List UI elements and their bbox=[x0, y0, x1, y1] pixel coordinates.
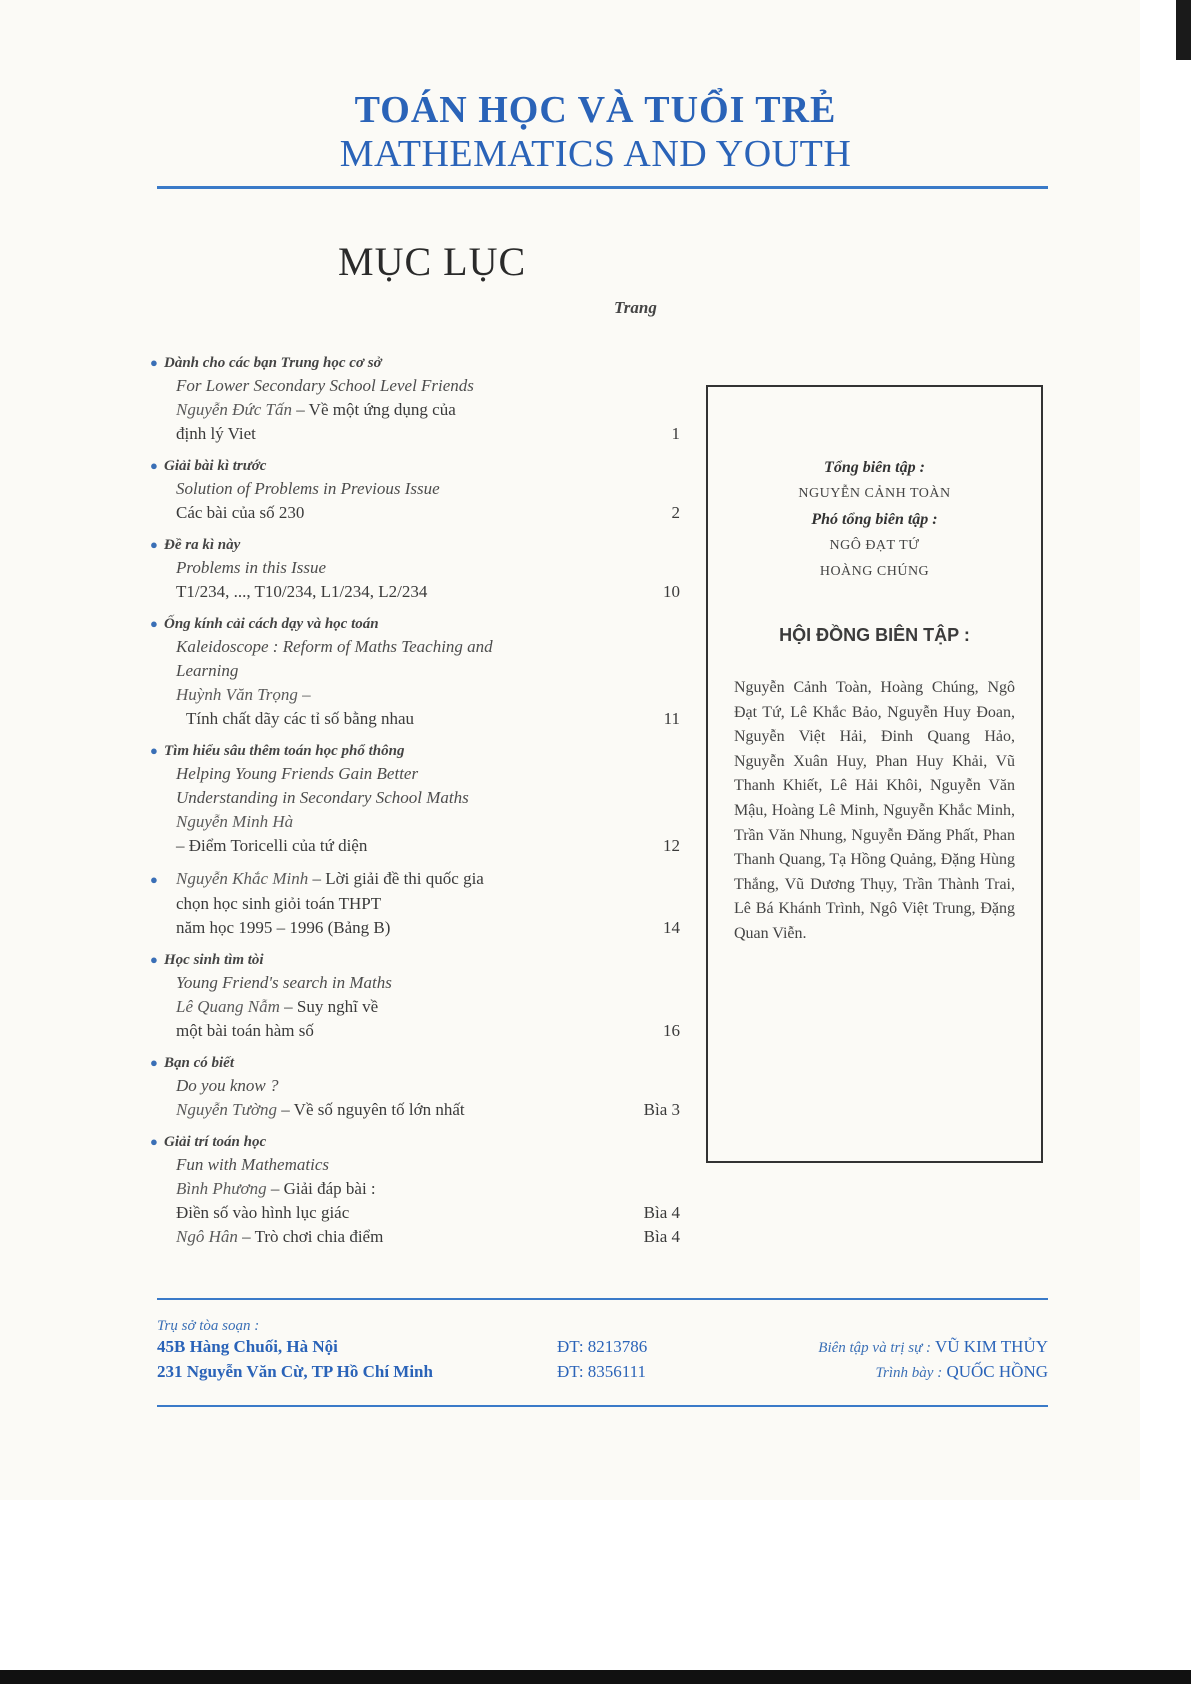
article-title: – Suy nghĩ về bbox=[279, 997, 379, 1016]
toc-entry[interactable] bbox=[150, 534, 680, 604]
masthead-title-vn: TOÁN HỌC VÀ TUỔI TRẺ bbox=[354, 89, 837, 131]
section-title-en-cont: Understanding in Secondary School Maths bbox=[176, 788, 469, 807]
toc-title: MỤC LỤC bbox=[338, 239, 527, 284]
article-author: Nguyễn Tường bbox=[176, 1100, 277, 1119]
deputy-editor-name: HOÀNG CHÚNG bbox=[819, 564, 930, 579]
page-number: 10 bbox=[663, 582, 680, 601]
bullet-icon: ● bbox=[150, 743, 158, 758]
staff-role-label: Biên tập và trị sự : bbox=[818, 1340, 932, 1356]
staff-name: QUỐC HỒNG bbox=[946, 1362, 1048, 1381]
bullet-icon: ● bbox=[150, 872, 158, 887]
page-number: 14 bbox=[663, 918, 680, 937]
staff-role-label: Trình bày : bbox=[875, 1365, 943, 1381]
page-number: 11 bbox=[663, 709, 680, 728]
masthead-divider bbox=[157, 186, 1048, 189]
toc-entry[interactable] bbox=[150, 949, 680, 1043]
editor-in-chief-label: Tổng biên tập : bbox=[824, 459, 925, 476]
article-title: – Trò chơi chia điểm bbox=[237, 1227, 384, 1246]
article-title-cont: năm học 1995 – 1996 (Bảng B) bbox=[176, 918, 391, 937]
page-number: Bìa 4 bbox=[643, 1227, 680, 1246]
editors-block bbox=[708, 455, 1041, 585]
article-title: Tính chất dãy các tỉ số bằng nhau bbox=[186, 709, 415, 728]
section-title: Tìm hiểu sâu thêm toán học phổ thông bbox=[164, 743, 405, 759]
office-address: 231 Nguyễn Văn Cừ, TP Hồ Chí Minh bbox=[157, 1362, 433, 1381]
section-title: Đề ra kì này bbox=[164, 537, 241, 553]
section-title-en: Problems in this Issue bbox=[176, 558, 327, 577]
scan-edge bbox=[1140, 0, 1191, 1684]
scan-bottom-edge bbox=[0, 1670, 1191, 1684]
section-title-en: For Lower Secondary School Level Friends bbox=[176, 376, 474, 395]
bullet-icon: ● bbox=[150, 1134, 158, 1149]
bullet-icon: ● bbox=[150, 1055, 158, 1070]
editor-in-chief-name: NGUYỄN CẢNH TOÀN bbox=[798, 486, 951, 501]
article-title-cont: Điền số vào hình lục giác bbox=[176, 1203, 350, 1222]
council-title: HỘI ĐỒNG BIÊN TẬP : bbox=[779, 625, 970, 645]
toc-entry[interactable] bbox=[150, 613, 680, 731]
article-author: Lê Quang Nẫm bbox=[176, 997, 280, 1016]
section-title-en: Do you know ? bbox=[176, 1076, 279, 1095]
article-title-cont: một bài toán hàm số bbox=[176, 1021, 314, 1040]
article-author: Huỳnh Văn Trọng – bbox=[176, 685, 311, 704]
toc-entry[interactable] bbox=[150, 1052, 680, 1122]
section-title: Giải bài kì trước bbox=[164, 458, 267, 474]
article-title: – Giải đáp bài : bbox=[266, 1179, 376, 1198]
deputy-editor-label: Phó tổng biên tập : bbox=[811, 511, 938, 528]
section-title: Giải trí toán học bbox=[164, 1134, 267, 1150]
section-title-en: Fun with Mathematics bbox=[176, 1155, 329, 1174]
toc-entry[interactable] bbox=[150, 352, 680, 446]
page-number: 1 bbox=[671, 424, 680, 443]
article-title: Các bài của số 230 bbox=[176, 503, 305, 522]
toc-entry[interactable] bbox=[150, 867, 680, 940]
article-author: Ngô Hân bbox=[176, 1227, 238, 1246]
page-column-label: Trang bbox=[614, 298, 657, 317]
footer-divider-top bbox=[157, 1298, 1048, 1300]
office-phone: ĐT: 8356111 bbox=[557, 1362, 647, 1381]
section-title-en: Solution of Problems in Previous Issue bbox=[176, 479, 440, 498]
article-author: Bình Phương bbox=[176, 1179, 267, 1198]
page-number: Bìa 4 bbox=[643, 1203, 680, 1222]
article-title: – Điểm Toricelli của tứ diện bbox=[176, 836, 368, 855]
section-title: Bạn có biết bbox=[164, 1055, 234, 1071]
toc-entry[interactable] bbox=[150, 1131, 680, 1249]
article-title-cont: định lý Viet bbox=[176, 424, 256, 443]
office-phone: ĐT: 8213786 bbox=[557, 1337, 648, 1356]
page-number: 12 bbox=[663, 836, 680, 855]
page-number: Bìa 3 bbox=[643, 1100, 680, 1119]
article-title: – Về số nguyên tố lớn nhất bbox=[276, 1100, 465, 1119]
footer bbox=[157, 1318, 1048, 1385]
bullet-icon: ● bbox=[150, 458, 158, 473]
article-title: – Lời giải đề thi quốc gia bbox=[308, 869, 484, 888]
footer-divider-bottom bbox=[157, 1405, 1048, 1407]
bullet-icon: ● bbox=[150, 952, 158, 967]
office-label: Trụ sở tòa soạn : bbox=[157, 1318, 260, 1334]
article-author: Nguyễn Khắc Minh bbox=[176, 869, 309, 888]
bullet-icon: ● bbox=[150, 616, 158, 631]
masthead-title-en: MATHEMATICS AND YOUTH bbox=[339, 133, 852, 175]
bullet-icon: ● bbox=[150, 355, 158, 370]
section-title-en: Kaleidoscope : Reform of Maths Teaching and bbox=[176, 637, 493, 656]
article-title-cont: chọn học sinh giỏi toán THPT bbox=[176, 894, 382, 913]
article-title: T1/234, ..., T10/234, L1/234, L2/234 bbox=[176, 582, 428, 601]
office-address: 45B Hàng Chuối, Hà Nội bbox=[157, 1337, 338, 1356]
article-title: – Về một ứng dụng của bbox=[291, 400, 456, 419]
article-author: Nguyễn Đức Tấn bbox=[176, 400, 292, 419]
section-title-en: Young Friend's search in Maths bbox=[176, 973, 392, 992]
bullet-icon: ● bbox=[150, 537, 158, 552]
toc-entry[interactable] bbox=[150, 740, 680, 858]
page-number: 16 bbox=[663, 1021, 680, 1040]
table-of-contents bbox=[150, 352, 680, 1258]
editorial-board-box bbox=[706, 385, 1043, 1163]
article-author: Nguyễn Minh Hà bbox=[176, 812, 294, 831]
section-title-en: Helping Young Friends Gain Better bbox=[176, 764, 419, 783]
section-title: Dành cho các bạn Trung học cơ sở bbox=[164, 355, 382, 371]
staff-name: VŨ KIM THỦY bbox=[934, 1337, 1048, 1356]
council-members: Nguyễn Cảnh Toàn, Hoàng Chúng, Ngô Đạt Tứ, Lê Khắc Bảo, Nguyễn Huy Đoan, Nguyễn Việt Hải, Đinh Quang Hảo, Nguyễn Xuân Huy, Phan Huy Khải, Vũ Thanh Khiết, Lê Hải Khôi, Nguyễn Văn Mậu, Hoàng Lê Minh, Nguyễn Khắc Minh, Trần Văn Nhung, Nguyễn Đăng Phất, Phan Thanh Quang, Tạ Hồng Quảng, Đặng Hùng Thắng, Vũ Dương Thụy, Trần Thành Trai, Lê Bá Khánh Trình, Ngô Việt Trung, Đặng Quan Viễn. bbox=[734, 679, 1015, 942]
section-title-en-cont: Learning bbox=[176, 661, 239, 680]
deputy-editor-name: NGÔ ĐẠT TỨ bbox=[829, 538, 920, 553]
toc-entry[interactable] bbox=[150, 455, 680, 525]
section-title: Ống kính cải cách dạy và học toán bbox=[164, 616, 379, 632]
page-number: 2 bbox=[671, 503, 680, 522]
section-title: Học sinh tìm tòi bbox=[164, 952, 264, 968]
